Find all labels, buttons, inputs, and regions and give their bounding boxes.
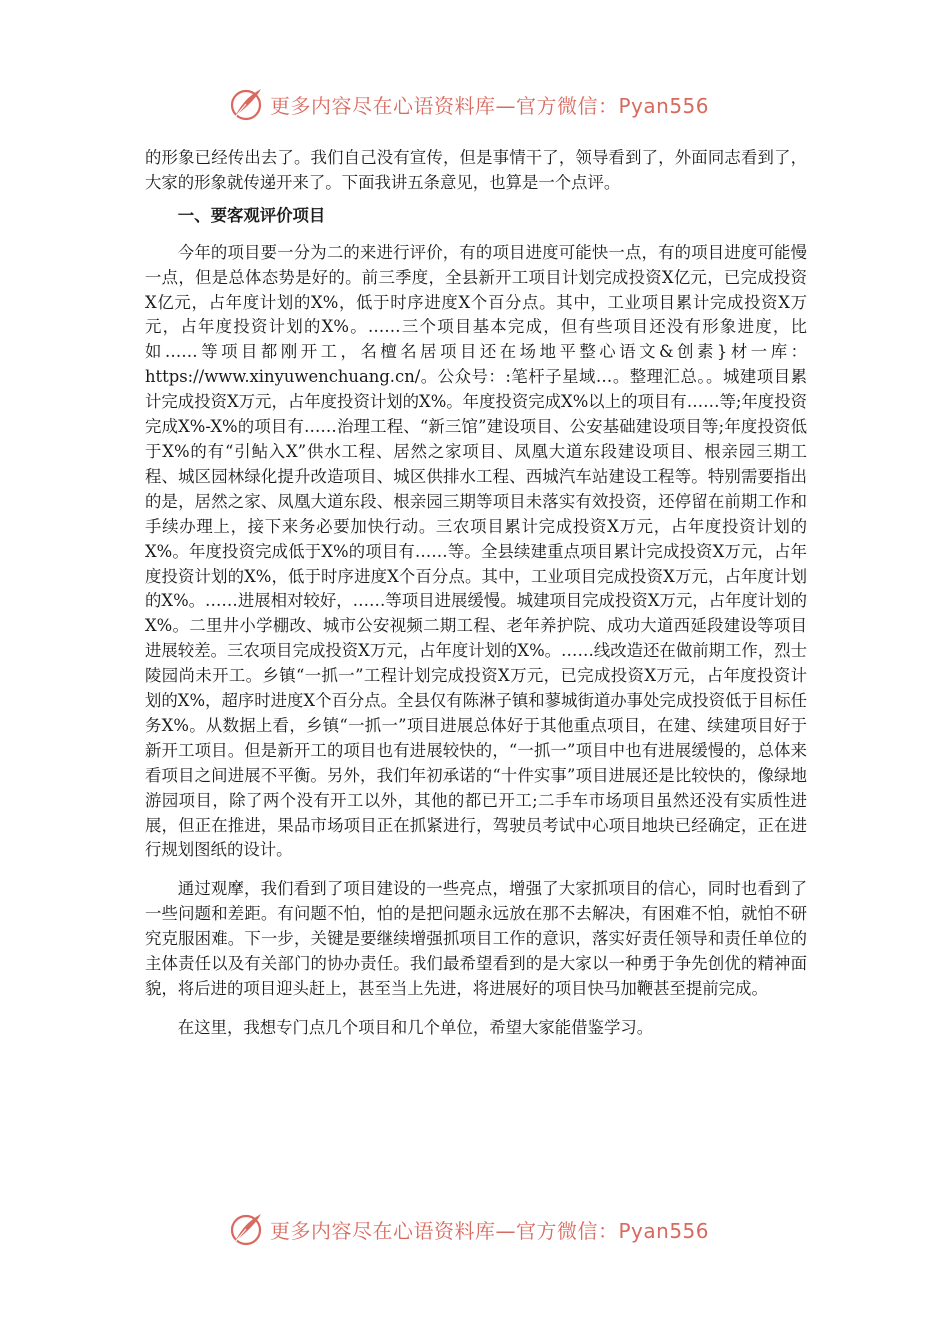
footer-banner [226, 1207, 746, 1251]
paragraph-project-evaluation: 今年的项目要一分为二的来进行评价，有的项目进度可能快一点，有的项目进度可能慢一点，但是总体态势是好的。前三季度，全县新开工项目计划完成投资X亿元，已完成投资X亿元，占年度计划的X%，低于时序进度X个百分点。其中，工业项目累计完成投资X万元，占年度投资计划的X%。……三个项目基本完成，但有些项目还没有形象进度，比如……等项目都刚开工，名檀名居项目还在场地平整心语文&创素}材一库：https://www.xinyuwenchuang.cn/。公众号：:笔杆子星域…。整理汇总。。城建项目累计完成投资X万元，占年度投资计划的X%。年度投资完成X%以上的项目有……等;年度投资完成X%-X%的项目有……治理工程、“新三馆”建设项目、公安基础建设项目等;年度投资低于X%的有“引鲇入X”供水工程、居然之家项目、凤凰大道东段建设项目、根亲园三期工程、城区园林绿化提升改造项目、城区供排水工程、西城汽车站建设工程等。特别需要指出的是，居然之家、凤凰大道东段、根亲园三期等项目未落实有效投资，还停留在前期工作和手续办理上，接下来务必要加快行动。三农项目累计完成投资X万元，占年度投资计划的X%。年度投资完成低于X%的项目有……等。全县续建重点项目累计完成投资X万元，占年度投资计划的X%，低于时序进度X个百分点。其中，工业项目完成投资X万元，占年度计划的X%。……进展相对较好，……等项目进展缓慢。城建项目完成投资X万元，占年度计划的X%。二里井小学棚改、城市公安视频二期工程、老年养护院、成功大道西延段建设等项目进展较差。三农项目完成投资X万元，占年度计划的X%。……线改造还在做前期工作，烈士陵园尚未开工。乡镇“一抓一”工程计划完成投资X万元，已完成投资X万元，占年度投资计划的X%，超序时进度X个百分点。全县仅有陈淋子镇和蓼城街道办事处完成投资低于目标任务X%。从数据上看，乡镇“一抓一”项目进展总体好于其他重点项目，在建、续建项目好于新开工项目。但是新开工的项目也有进展较快的，“一抓一”项目中也有进展缓慢的，总体来看项目之间进展不平衡。另外，我们年初承诺的“十件实事”项目进展还是比较快的，像绿地游园项目，除了两个没有开工以外，其他的都已开工;二手车市场项目虽然还没有实质性进展，但正在推进，果品市场项目正在抓紧进行，驾驶员考试中心项目地块已经确定，正在进行规划图纸的设计。 [145, 242, 807, 860]
feather-pen-logo-icon [226, 84, 266, 124]
header-banner [226, 82, 746, 126]
feather-pen-logo-icon [226, 1209, 266, 1249]
paragraph-observation: 通过观摩，我们看到了项目建设的一些亮点，增强了大家抓项目的信心，同时也看到了一些问题和差距。有问题不怕，怕的是把问题永远放在那不去解决，有困难不怕，就怕不研究克服困难。下一步，关键是要继续增强抓项目工作的意识，落实好责任领导和责任单位的主体责任以及有关部门的协办责任。我们最希望看到的是大家以一种勇于争先创优的精神面貌，将后进的项目迎头赶上，甚至当上先进，将进展好的项目快马加鞭甚至提前完成。 [145, 879, 807, 998]
section-heading: 一、要客观评价项目 [177, 205, 326, 225]
intro-paragraph: 的形象已经传出去了。我们自己没有宣传，但是事情干了，领导看到了，外面同志看到了，大家的形象就传递开来了。下面我讲五条意见，也算是一个点评。 [145, 148, 807, 192]
header-banner-text: 更多内容尽在心语资料库—官方微信：Pyan556 [270, 93, 710, 118]
document-body [145, 146, 807, 1041]
paragraph-closing: 在这里，我想专门点几个项目和几个单位，希望大家能借鉴学习。 [177, 1017, 654, 1037]
footer-banner-text: 更多内容尽在心语资料库—官方微信：Pyan556 [270, 1218, 710, 1243]
